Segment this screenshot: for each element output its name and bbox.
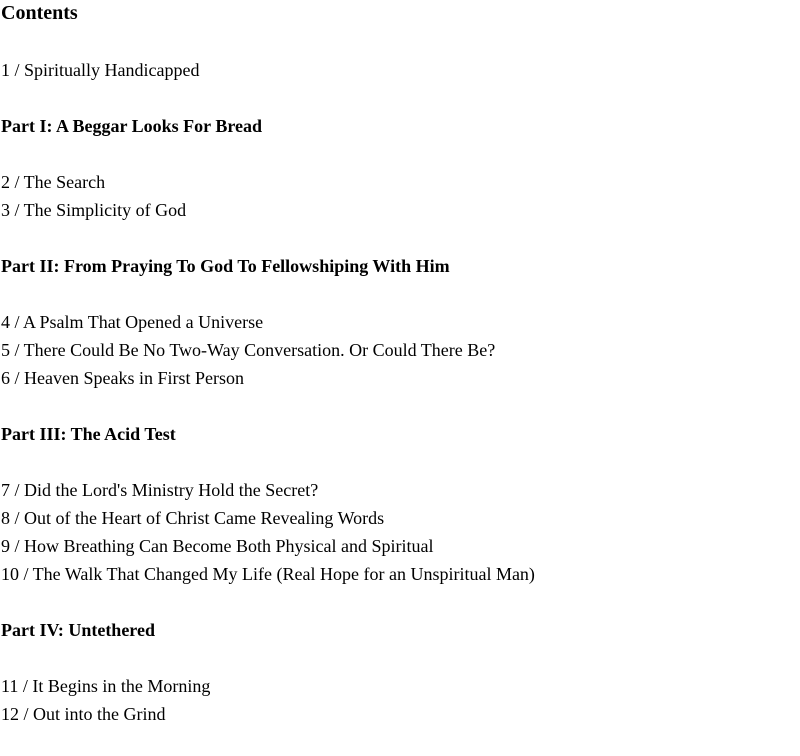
toc-part-heading-2: Part II: From Praying To God To Fellowshiping With Him bbox=[1, 256, 450, 276]
toc-entry-chapter-12: 12 / Out into the Grind bbox=[1, 704, 166, 724]
toc-entry-chapter-9: 9 / How Breathing Can Become Both Physical and Spiritual bbox=[1, 536, 434, 556]
toc-part-heading-4: Part IV: Untethered bbox=[1, 620, 155, 640]
toc-entry-chapter-7: 7 / Did the Lord's Ministry Hold the Secret? bbox=[1, 480, 319, 500]
toc-entry-chapter-4: 4 / A Psalm That Opened a Universe bbox=[1, 312, 264, 332]
toc-entry-chapter-5: 5 / There Could Be No Two-Way Conversation. Or Could There Be? bbox=[1, 340, 496, 360]
contents-heading: Contents bbox=[1, 2, 78, 24]
toc-entry-chapter-3: 3 / The Simplicity of God bbox=[1, 200, 187, 220]
toc-entry-chapter-6: 6 / Heaven Speaks in First Person bbox=[1, 368, 244, 388]
toc-entry-chapter-8: 8 / Out of the Heart of Christ Came Revealing Words bbox=[1, 508, 385, 528]
toc-entry-chapter-10: 10 / The Walk That Changed My Life (Real Hope for an Unspiritual Man) bbox=[1, 564, 535, 584]
toc-entry-chapter-11: 11 / It Begins in the Morning bbox=[1, 676, 211, 696]
toc-entry-chapter-1: 1 / Spiritually Handicapped bbox=[1, 60, 200, 80]
toc-part-heading-3: Part III: The Acid Test bbox=[1, 424, 176, 444]
toc-entry-chapter-2: 2 / The Search bbox=[1, 172, 106, 192]
toc-part-heading-1: Part I: A Beggar Looks For Bread bbox=[1, 116, 262, 136]
